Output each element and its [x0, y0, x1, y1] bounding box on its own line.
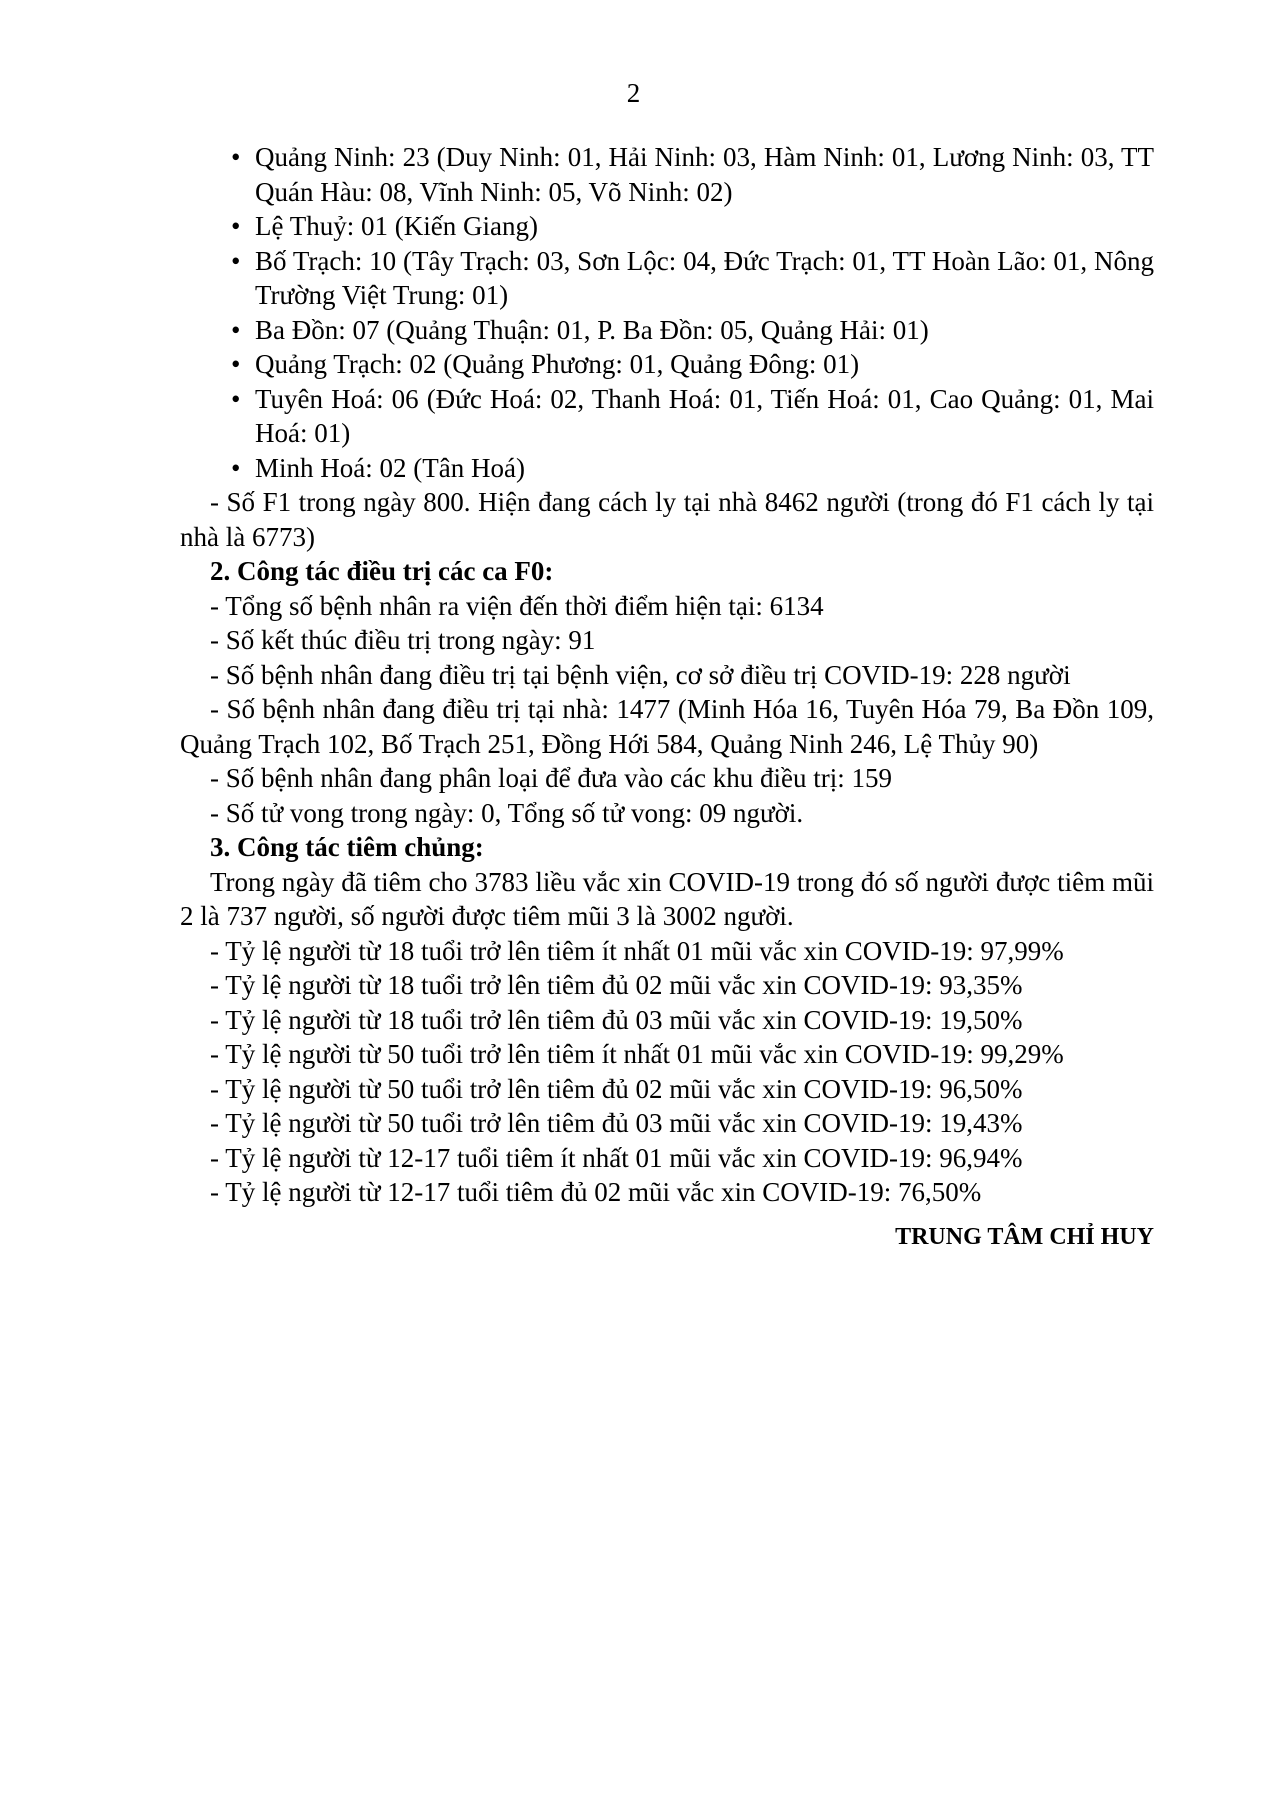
district-text: Quảng Ninh: 23 (Duy Ninh: 01, Hải Ninh: 03, Hàm Ninh: 01, Lương Ninh: 03, TT Quán Hàu: 08, Vĩnh Ninh: 05, Võ Ninh: 02)	[255, 142, 1154, 207]
district-item	[180, 451, 1154, 486]
district-text: Quảng Trạch: 02 (Quảng Phương: 01, Quảng Đông: 01)	[255, 349, 860, 379]
district-item	[180, 382, 1154, 451]
district-text: Bố Trạch: 10 (Tây Trạch: 03, Sơn Lộc: 04, Đức Trạch: 01, TT Hoàn Lão: 01, Nông Trường Việt Trung: 01)	[255, 245, 1154, 310]
district-text: Tuyên Hoá: 06 (Đức Hoá: 02, Thanh Hoá: 01, Tiến Hoá: 01, Cao Quảng: 01, Mai Hoá: 01)	[255, 383, 1154, 448]
vaccination-rate-line: - Tỷ lệ người từ 18 tuổi trở lên tiêm ít nhất 01 mũi vắc xin COVID-19: 97,99%	[210, 935, 1064, 966]
vaccination-rate-line: - Tỷ lệ người từ 50 tuổi trở lên tiêm đủ 02 mũi vắc xin COVID-19: 96,50%	[210, 1073, 1023, 1104]
vaccination-rate-line: - Tỷ lệ người từ 50 tuổi trở lên tiêm đủ 03 mũi vắc xin COVID-19: 19,43%	[210, 1108, 1023, 1138]
section-3-heading: 3. Công tác tiêm chủng:	[210, 832, 484, 862]
treatment-line: - Số kết thúc điều trị trong ngày: 91	[210, 625, 596, 655]
district-item	[180, 140, 1154, 209]
bullet-icon: •	[231, 142, 241, 172]
district-item	[180, 347, 1154, 382]
signature-block: TRUNG TÂM CHỈ HUY	[895, 1223, 1154, 1250]
bullet-icon: •	[231, 452, 241, 483]
bullet-icon: •	[231, 245, 241, 276]
document-body	[180, 140, 1154, 1254]
bullet-icon: •	[231, 314, 241, 345]
vaccination-rate-line: - Tỷ lệ người từ 12-17 tuổi tiêm đủ 02 mũi vắc xin COVID-19: 76,50%	[210, 1177, 982, 1207]
treatment-line: - Số tử vong trong ngày: 0, Tổng số tử vong: 09 người.	[210, 797, 804, 828]
district-item	[180, 209, 1154, 244]
district-list	[180, 140, 1154, 485]
treatment-line: - Số bệnh nhân đang phân loại để đưa vào các khu điều trị: 159	[210, 763, 892, 793]
treatment-line: - Số bệnh nhân đang điều trị tại bệnh viện, cơ sở điều trị COVID-19: 228 người	[210, 659, 1071, 690]
treatment-line: - Tổng số bệnh nhân ra viện đến thời điểm hiện tại: 6134	[210, 590, 824, 621]
district-item	[180, 313, 1154, 348]
section-2-heading: 2. Công tác điều trị các ca F0:	[210, 556, 554, 586]
treatment-line: - Số bệnh nhân đang điều trị tại nhà: 1477 (Minh Hóa 16, Tuyên Hóa 79, Ba Đồn 109, Quảng Trạch 102, Bố Trạch 251, Đồng Hới 584, Quảng Ninh 246, Lệ Thủy 90)	[180, 694, 1154, 759]
district-text: Lệ Thuỷ: 01 (Kiến Giang)	[255, 211, 538, 241]
district-text: Ba Đồn: 07 (Quảng Thuận: 01, P. Ba Đồn: 05, Quảng Hải: 01)	[255, 314, 929, 345]
bullet-icon: •	[231, 383, 241, 414]
district-item	[180, 244, 1154, 313]
bullet-icon: •	[231, 211, 241, 241]
vaccination-rate-line: - Tỷ lệ người từ 18 tuổi trở lên tiêm đủ 02 mũi vắc xin COVID-19: 93,35%	[210, 970, 1023, 1000]
vaccination-intro: Trong ngày đã tiêm cho 3783 liều vắc xin COVID-19 trong đó số người được tiêm mũi 2 là 737 người, số người được tiêm mũi 3 là 3002 người.	[180, 866, 1154, 931]
vaccination-rate-line: - Tỷ lệ người từ 12-17 tuổi tiêm ít nhất 01 mũi vắc xin COVID-19: 96,94%	[210, 1142, 1023, 1173]
district-text: Minh Hoá: 02 (Tân Hoá)	[255, 452, 525, 483]
vaccination-rate-line: - Tỷ lệ người từ 50 tuổi trở lên tiêm ít nhất 01 mũi vắc xin COVID-19: 99,29%	[210, 1039, 1064, 1069]
page-number: 2	[626, 78, 641, 108]
f1-summary: - Số F1 trong ngày 800. Hiện đang cách ly tại nhà 8462 người (trong đó F1 cách ly tại nhà là 6773)	[180, 487, 1154, 552]
bullet-icon: •	[231, 349, 241, 379]
vaccination-rate-line: - Tỷ lệ người từ 18 tuổi trở lên tiêm đủ 03 mũi vắc xin COVID-19: 19,50%	[210, 1004, 1023, 1035]
